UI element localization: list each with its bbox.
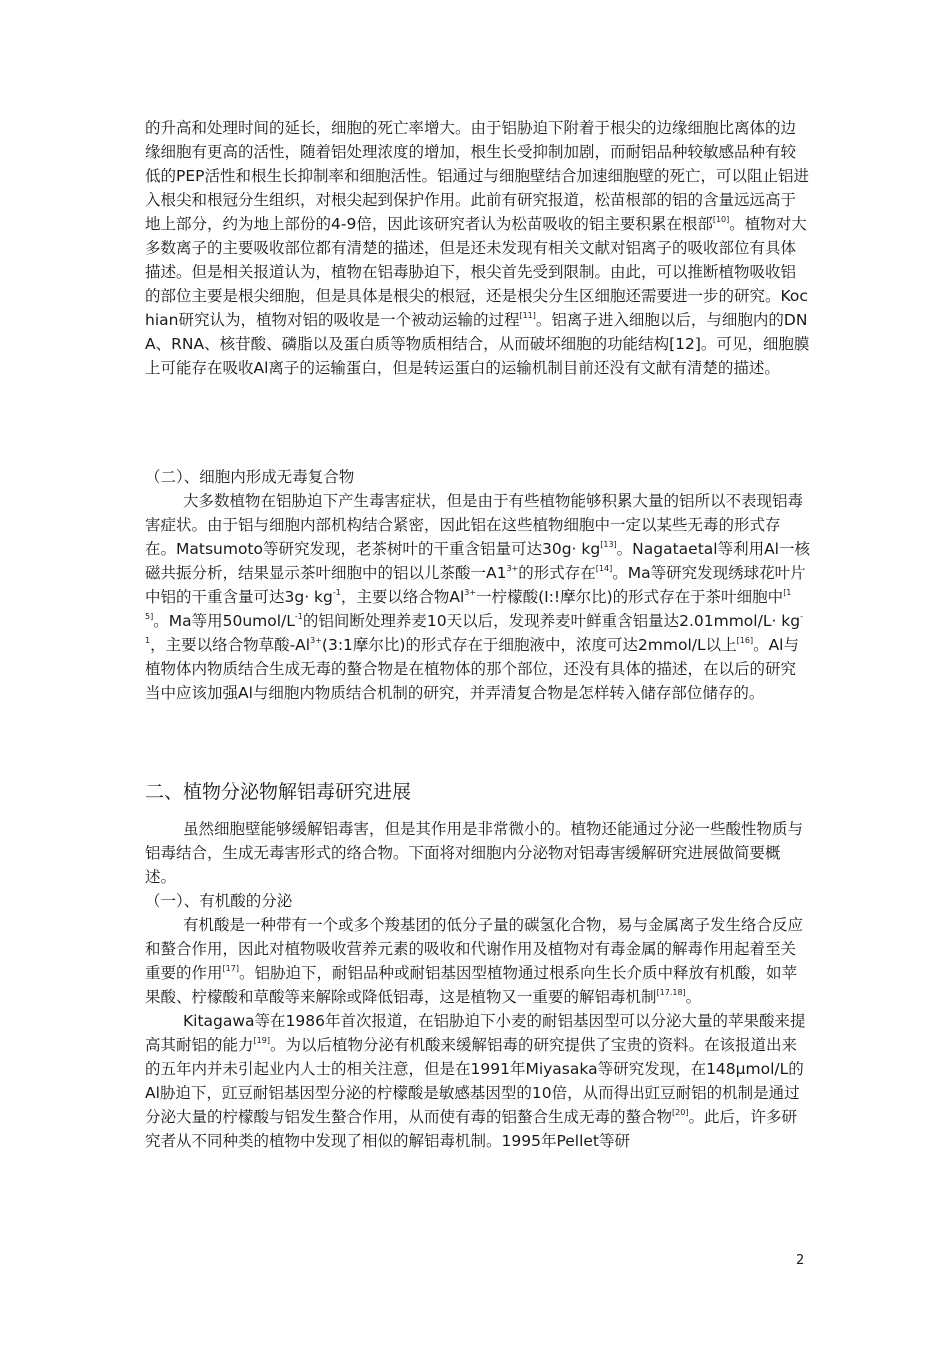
page-number: 2	[796, 1253, 805, 1268]
subsection-title: （一）、有机酸的分泌	[145, 892, 293, 910]
paragraph-text: 虽然细胞壁能够缓解铝毒害，但是其作用是非常微小的。植物还能通过分泌一些酸性物质与铝毒结合，生成无毒害形式的络合物。下面将对细胞内分泌物对铝毒害缓解研究进展做简要概述。	[145, 820, 804, 886]
paragraph-text: 大多数植物在铝胁迫下产生毒害症状，但是由于有些植物能够积累大量的铝所以不表现铝毒害症状。由于铝与细胞内部机构结合紧密，因此铝在这些植物细胞中一定以某些无毒的形式存在。Matsumoto等研究发现，老茶树叶的干重含铝量可达30g· kg[13]。Nagataetal等利用Al一核磁共振分析，结果显示茶叶细胞中的铝以儿茶酸一$A1^{3+}$的形式存在[14]。Ma等研究发现绣球花叶片中铝的干重含量可达$3g\cdot kg^{-1}$，主要以络合物$Al^{3+}$一柠檬酸(I:!摩尔比)的形式存在于茶叶细胞中[15]。Ma等用$50umol/L^{-1}$的铝间断处理养麦10天以后，发现养麦叶鲜重含铝量达2.01mmol/L· $kg^{-1}$，主要以络合物草酸$-Al^{3+}(3:1$摩尔比)的形式存在于细胞液中，浓度可达2mmol/L以上[16]。Al与植物体内物质结合生成无毒的螯合物是在植物体的那个部位，还没有具体的描述，在以后的研究当中应该加强Al与细胞内物质结合机制的研究，并弄清复合物是怎样转入储存部位储存的。	[145, 492, 810, 702]
citation: [10]	[712, 215, 730, 224]
paragraph-cell-death	[145, 116, 810, 380]
section-secretion	[145, 817, 810, 1153]
paragraph-text: Kitagawa等在1986年首次报道，在铝胁迫下小麦的耐铝基因型可以分泌大量的苹果酸来提高其耐铝的能力[19]。为以后植物分泌有机酸来缓解铝毒的研究提供了宝贵的资料。在该报道出来的五年内并未引起业内人士的相关注意，但是在1991年Miyasaka等研究发现，在148μmol/L的Al胁迫下，豇豆耐铝基因型分泌的柠檬酸是敏感基因型的10倍，从而得出豇豆耐铝的机制是通过分泌大量的柠檬酸与铝发生螯合作用，从而使有毒的铝螯合生成无毒的螯合物[20]。此后，许多研究者从不同种类的植物中发现了相似的解铝毒机制。1995年Pellet等研	[145, 1012, 806, 1150]
subsection-title: （二）、细胞内形成无毒复合物	[145, 468, 355, 486]
citation: [11]	[519, 311, 536, 320]
paragraph-text: 有机酸是一种带有一个或多个羧基团的低分子量的碳氢化合物，易与金属离子发生络合反应和螯合作用，因此对植物吸收营养元素的吸收和代谢作用及植物对有毒金属的解毒作用起着至关重要的作用[17]。铝胁迫下，耐铝品种或耐铝基因型植物通过根系向生长介质中释放有机酸，如苹果酸、柠檬酸和草酸等来解除或降低铝毒，这是植物又一重要的解铝毒机制[17.18]。	[145, 916, 804, 1006]
section-heading: 二、植物分泌物解铝毒研究进展	[145, 781, 412, 803]
subsection-nontoxic-complex	[145, 465, 810, 705]
paragraph-text: 的升高和处理时间的延长，细胞的死亡率增大。由于铝胁迫下附着于根尖的边缘细胞比离体的边缘细胞有更高的活性，随着铝处理浓度的增加，根生长受抑制加剧，而耐铝品种较敏感品种有较低的PEP活性和根生长抑制率和细胞活性。铝通过与细胞壁结合加速细胞壁的死亡，可以阻止铝进入根尖和根冠分生组织，对根尖起到保护作用。此前有研究报道，松苗根部的铝的含量远远高于地上部分，约为地上部份的4-9倍，因此该研究者认为松苗吸收的铝主要积累在根部[10]。植物对大多数离子的主要吸收部位都有清楚的描述，但是还未发现有相关文献对铝离子的吸收部位有具体描述。但是相关报道认为，植物在铝毒胁迫下，根尖首先受到限制。由此，可以推断植物吸收铝的部位主要是根尖细胞，但是具体是根尖的根冠，还是根尖分生区细胞还需要进一步的研究。Kochian研究认为，植物对铝的吸收是一个被动运输的过程[11]。铝离子进入细胞以后，与细胞内的DNA、RNA、核苷酸、磷脂以及蛋白质等物质相结合，从而破坏细胞的功能结构[12]。可见，细胞膜上可能存在吸收Al离子的运输蛋白，但是转运蛋白的运输机制目前还没有文献有清楚的描述。	[145, 119, 810, 377]
